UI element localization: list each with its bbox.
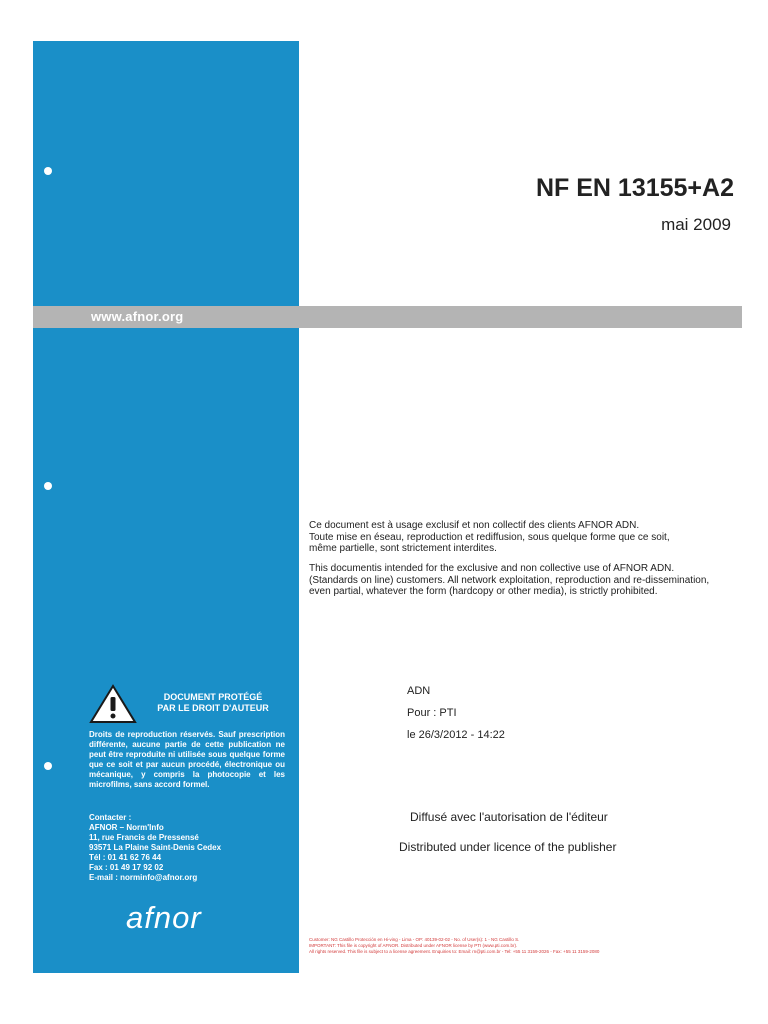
contact-phone: Tél : 01 41 62 76 44 [89,853,162,862]
delivery-timestamp: le 26/3/2012 - 14:22 [407,729,505,741]
contact-email[interactable]: E-mail : norminfo@afnor.org [89,873,198,882]
account-name: ADN [407,685,431,697]
license-line: Customer: NG Castillo Protección en Hi-ving - Lima - OP: 40139-02-02 - No. of User(s): 1 - NG Castillo S. [309,937,520,942]
binder-hole [44,482,52,490]
standard-title: NF EN 13155+A2 [535,174,734,202]
license-footer [309,937,689,955]
binder-hole [44,167,52,175]
license-line: All rights reserved. This file is subject to a license agreement. Enquiries to: Email: rn@pti.com.br - Tel: +55 11 3159-2026 - Fax: +55 11 3159-2080 [309,949,600,954]
notice-line: même partielle, sont strictement interdites. [309,543,497,554]
notice-line: This documentis intended for the exclusive and non collective use of AFNOR ADN. [309,563,675,574]
website-url[interactable]: www.afnor.org [91,309,184,324]
contact-heading: Contacter : [89,813,132,822]
notice-line: Toute mise en éseau, reproduction et rediffusion, sous quelque forme que ce soit, [309,531,670,543]
afnor-logo: afnor [126,900,202,935]
protection-line: DOCUMENT PROTÉGÉ [163,692,263,702]
contact-street: 11, rue Francis de Pressensé [89,833,199,842]
warning-triangle-icon [89,684,137,724]
protection-line: PAR LE DROIT D'AUTEUR [157,703,269,713]
contact-city: 93571 La Plaine Saint-Denis Cedex [89,843,222,852]
notice-line: (Standards on line) customers. All network exploitation, reproduction and re-dissemination, [309,574,710,586]
standard-date: mai 2009 [661,215,731,234]
notice-line: even partial, whatever the form (hardcopy or other media), is strictly prohibited. [309,586,658,597]
contact-org: AFNOR – Norm'Info [89,823,164,832]
contact-fax: Fax : 01 49 17 92 02 [89,863,164,872]
notice-line: Ce document est à usage exclusif et non collectif des clients AFNOR ADN. [309,520,640,531]
binder-hole [44,762,52,770]
reproduction-rights-text: Droits de reproduction réservés. Sauf prescription différente, aucune partie de cette publication ne peut être reproduite ni utilisée sous quelque forme que ce soit et par aucun procédé, électronique ou mécanique, y compris la photocopie et les microfilms, sans accord formel. [89,730,285,789]
notice-en [309,563,709,598]
license-line: IMPORTANT: This file is copyright of AFNOR. Distributed under AFNOR license by PTI (www.pti.com.br). [309,943,518,948]
contact-block [89,813,285,883]
notice-fr [309,520,670,555]
copyright-protection-label [143,692,283,714]
recipient: Pour : PTI [407,707,457,719]
distribution-en: Distributed under licence of the publisher [399,840,617,854]
distribution-fr: Diffusé avec l'autorisation de l'éditeur [410,810,608,824]
